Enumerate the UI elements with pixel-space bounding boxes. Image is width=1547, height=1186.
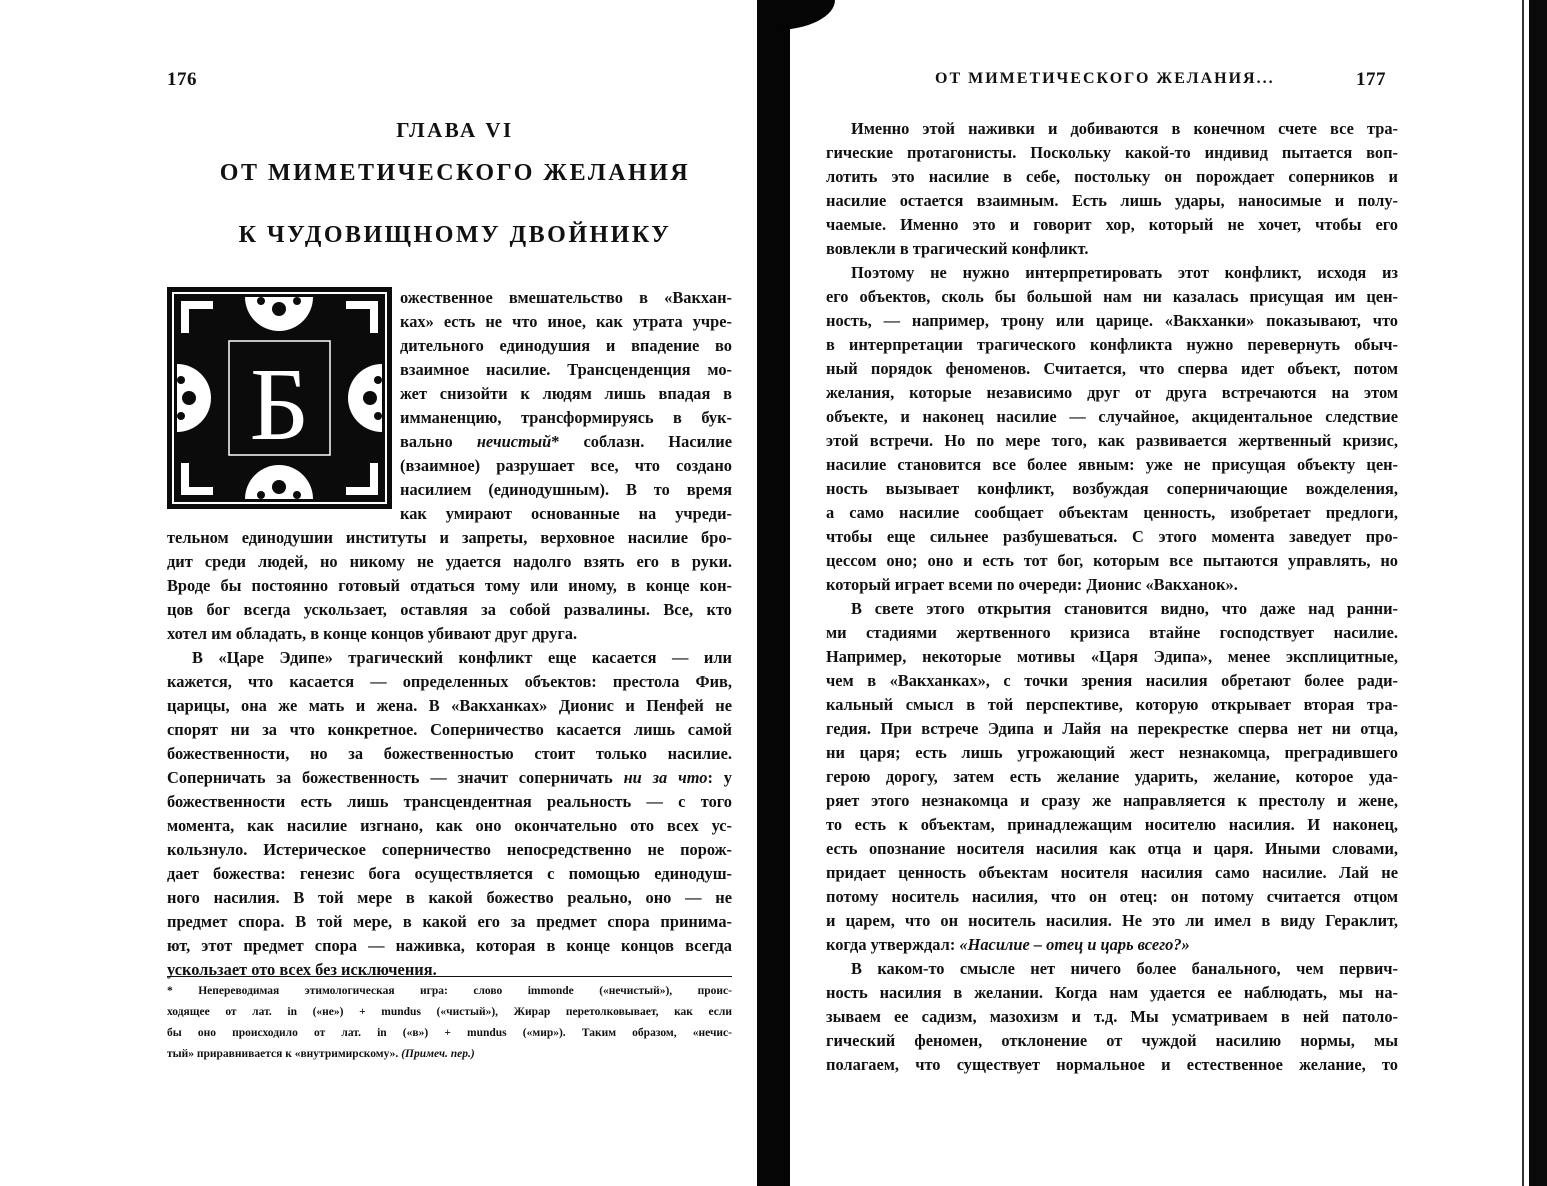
text-line: то есть к объектам, принадлежащим носителю насилия. И наконец, xyxy=(826,815,1398,834)
footnote xyxy=(167,981,732,1065)
text-line: и царем, что он носитель насилия. Не это ли имел в виду Гераклит, xyxy=(826,911,1398,930)
text-fragment: Соперничать за божественность — значит соперничать xyxy=(167,768,613,787)
text-line: ожественное вмешательство в «Вакхан- xyxy=(400,288,732,307)
text-line: потому носитель насилия, что он отец: он потому считается отцом xyxy=(826,887,1398,906)
text-line: Например, некоторые мотивы «Царя Эдипа», менее эксплицитные, xyxy=(826,647,1398,666)
text-line: объекте, и наконец насилие — случайное, акцидентальное следствие xyxy=(826,407,1398,426)
text-line: спорят ни за что конкретное. Соперничество касается лишь самой xyxy=(167,720,732,739)
text-fragment: когда утверждал: xyxy=(826,935,956,954)
text-line: лотить это насилие в себе, постольку он порождает соперников и xyxy=(826,167,1398,186)
text-line: В «Царе Эдипе» трагический конфликт еще касается — или xyxy=(192,648,732,667)
chapter-title-line-2: К ЧУДОВИЩНОМУ ДВОЙНИКУ xyxy=(238,222,672,248)
text-line: Вроде бы постоянно готовый отдаться тому или иному, в конце кон- xyxy=(167,576,732,595)
italic-phrase: ни за что xyxy=(623,768,708,787)
book-gutter-curl xyxy=(775,0,835,30)
text-line: Именно этой наживки и добиваются в конечном счете все тра- xyxy=(851,119,1398,138)
text-line-with-quote xyxy=(826,933,1398,957)
page-edge-line xyxy=(1522,0,1524,1186)
text-line: насилием (единодушным). В то время xyxy=(400,480,732,499)
page-number-left: 176 xyxy=(167,69,197,90)
heraclitus-quote: «Насилие – отец и царь всего?» xyxy=(959,935,1190,954)
text-line: тельном единодушии институты и запреты, верховное насилие бро- xyxy=(167,528,732,547)
text-line: божественности есть лишь трансцендентная реальность — с того xyxy=(167,792,732,811)
text-line: кользнуло. Истерическое соперничество непосредственно не порож- xyxy=(167,840,732,859)
text-line: герою дорогу, затем есть желание ударить, желание, которое уда- xyxy=(826,767,1398,786)
text-line: имманенцию, трансформируясь в бук- xyxy=(400,408,732,427)
text-line: чем в «Вакханках», с точки зрения насилия обретают более ради- xyxy=(826,671,1398,690)
text-line: цов бог всегда ускользает, оставляя за собой развалины. Все, кто xyxy=(167,600,732,619)
text-line: гические протагонисты. Поскольку какой-то индивид пытается воп- xyxy=(826,143,1398,162)
text-line: чаемые. Именно это и говорит хор, который не хочет, чтобы его xyxy=(826,215,1398,234)
text-line: желания, которые независимо друг от друга встречаются на этом xyxy=(826,383,1398,402)
text-line: Поэтому не нужно интерпретировать этот конфликт, исходя из xyxy=(851,263,1398,282)
text-line: ряет этого незнакомца и сразу же направляется к престолу и жене, xyxy=(826,791,1398,810)
text-line: В свете этого открытия становится видно, что даже над ранни- xyxy=(851,599,1398,618)
text-line: хотел им обладать, в конце концов убивают друг друга. xyxy=(167,624,578,643)
text-fragment: вально xyxy=(400,432,453,451)
right-page-body xyxy=(826,117,1398,1077)
text-line: ках» есть не что иное, как утрата учре- xyxy=(400,312,732,331)
text-line: кальный смысл в той перспективе, которую открывает вторая тра- xyxy=(826,695,1398,714)
footnote-line: бы оно происходило от лат. in («в») + mundus («мир»). Таким образом, «нечис- xyxy=(167,1027,732,1039)
text-fragment: * соблазн. Насилие xyxy=(551,432,732,451)
text-line: его объектов, сколь бы большой нам ни казалась присущая им цен- xyxy=(826,287,1398,306)
text-line: как умирают основанные на учреди- xyxy=(400,504,732,523)
footnote-divider xyxy=(167,976,732,977)
text-line: вовлекли в трагический конфликт. xyxy=(826,239,1089,258)
text-line: В каком-то смысле нет ничего более банального, чем первич- xyxy=(851,959,1398,978)
text-line: ного насилия. В той мере в какой божество реально, оно — не xyxy=(167,888,732,907)
text-line: насилие становится все более явным: уже не присущая объекту цен- xyxy=(826,455,1398,474)
footnote-line: ходящее от лат. in («не») + mundus («чистый»), Жирар перетолковывает, как если xyxy=(167,1006,732,1018)
text-line: гический феномен, отклонение от чуждой насилию нормы, мы xyxy=(826,1031,1398,1050)
text-line-with-italic xyxy=(167,766,732,790)
text-line: момента, как насилие изгнано, как оно окончательно ото всех ус- xyxy=(167,816,732,835)
chapter-label: ГЛАВА VI xyxy=(396,118,514,142)
ornamental-dropcap xyxy=(167,287,392,509)
text-line: а само насилие сообщает объектам ценность, изобретает предлоги, xyxy=(826,503,1398,522)
text-line: ность, — например, трону или царице. «Вакханки» показывают, что xyxy=(826,311,1398,330)
text-line: ми стадиями жертвенного кризиса втайне господствует насилие. xyxy=(826,623,1398,642)
text-line: царицы, она же мать и жена. В «Вакханках» Дионис и Пенфей не xyxy=(167,696,732,715)
footnote-line: * Непереводимая этимологическая игра: слово immonde («нечистый»), проис- xyxy=(167,985,732,997)
text-line: дительного единодушия и впадение во xyxy=(400,336,732,355)
dropcap-letter: Б xyxy=(249,347,310,462)
footnote-text: тый» приравнивается к «внутримирскому». xyxy=(167,1048,399,1060)
text-line: ускользает ото всех без исключения. xyxy=(167,960,437,979)
text-line: ни царя; есть лишь угрожающий жест незнакомца, преградившего xyxy=(826,743,1398,762)
text-line: цессом оно; оно и есть тот бог, которым все пытаются управлять, но xyxy=(826,551,1398,570)
right-edge-shadow xyxy=(1529,0,1547,1186)
text-line: божественности, но за божественностью стоит только насилие. xyxy=(167,744,732,763)
text-fragment: : у xyxy=(707,768,732,787)
text-line: который играет всеми по очереди: Дионис «Вакханок». xyxy=(826,575,1238,594)
text-line: ют, этот предмет спора — наживка, которая в конце концов всегда xyxy=(167,936,732,955)
text-line: насилие остается взаимным. Есть лишь удары, наносимые и полу- xyxy=(826,191,1398,210)
chapter-title-line-1: ОТ МИМЕТИЧЕСКОГО ЖЕЛАНИЯ xyxy=(219,160,691,186)
running-head: ОТ МИМЕТИЧЕСКОГО ЖЕЛАНИЯ... xyxy=(935,70,1275,87)
text-line: придает ценность объектам носителя насилия само насилие. Лай не xyxy=(826,863,1398,882)
text-line: этой встречи. Но по мере того, как развивается жертвенный кризис, xyxy=(826,431,1398,450)
paragraph-continuation xyxy=(167,526,732,982)
text-line: дает божества: генезис бога осуществляется с помощью единодуш- xyxy=(167,864,732,883)
text-line: гедия. При встрече Эдипа и Лайя на перекрестке сперва нет ни отца, xyxy=(826,719,1398,738)
dropcap-ornament-icon xyxy=(167,287,392,509)
page-number-right: 177 xyxy=(1356,69,1386,90)
text-line: ный порядок феноменов. Считается, что сперва идет объект, потом xyxy=(826,359,1398,378)
text-line: взаимное насилие. Трансценденция мо- xyxy=(400,360,732,379)
translator-note-italic: (Примеч. пер.) xyxy=(401,1048,475,1060)
text-line: кажется, что касается — определенных объектов: престола Фив, xyxy=(167,672,732,691)
text-line: есть опознание носителя насилия как отца и царя. Иными словами, xyxy=(826,839,1398,858)
text-line-with-italic xyxy=(400,430,732,454)
text-line: чтобы еще сильнее разбушеваться. С этого момента заведует про- xyxy=(826,527,1398,546)
paragraph-opening-beside-dropcap xyxy=(400,286,732,526)
text-line: дит среди людей, но никому не удается надолго взять его в руки. xyxy=(167,552,732,571)
text-line: жет снизойти к людям лишь впадая в xyxy=(400,384,732,403)
text-line: ность вызывает конфликт, возбуждая соперничающие вожделения, xyxy=(826,479,1398,498)
text-line: предмет спора. В той мере, в какой его за предмет спора принима- xyxy=(167,912,732,931)
text-line: зываем ее садизм, мазохизм и т.д. Мы усматриваем в ней патоло- xyxy=(826,1007,1398,1026)
footnote-line xyxy=(167,1044,732,1065)
book-gutter-shadow xyxy=(757,0,790,1186)
text-line: (взаимное) разрушает все, что создано xyxy=(400,456,732,475)
text-line: в интерпретации трагического конфликта нужно перевернуть обыч- xyxy=(826,335,1398,354)
italic-word: нечистый xyxy=(476,432,552,451)
text-line: полагаем, что существует нормальное и естественное желание, то xyxy=(826,1055,1398,1074)
text-line: ность насилия в желании. Когда нам удается ее наблюдать, мы на- xyxy=(826,983,1398,1002)
